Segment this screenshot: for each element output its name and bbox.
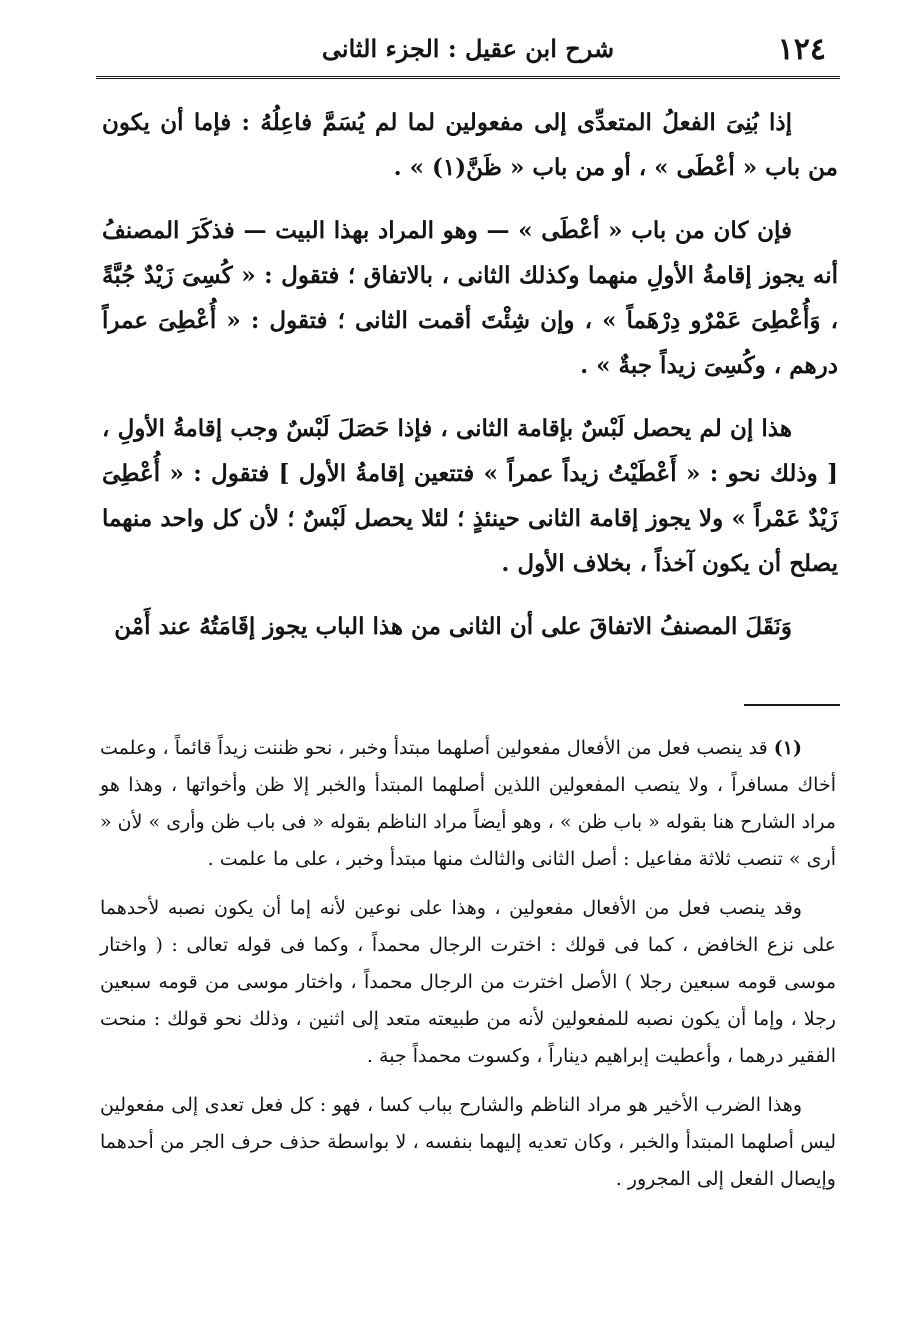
footnote-paragraph — [100, 730, 836, 878]
footnote-paragraph — [100, 1087, 836, 1198]
main-paragraph: وَنَقَلَ المصنفُ الاتفاقَ على أن الثانى من هذا الباب يجوز إقَامَتُهُ عند أَمْن — [114, 613, 792, 640]
footnotes — [100, 730, 836, 1210]
footnote-separator — [744, 704, 840, 706]
footnote-paragraph — [100, 890, 836, 1075]
page-number: ١٢٤ — [777, 32, 826, 67]
main-paragraph: إذا بُنِىَ الفعلُ المتعدِّى إلى مفعولين لما لم يُسَمَّ فاعِلُهُ : فإما أن يكون من باب « أعْطَى » ، أو من باب « ظَنَّ(١) » . — [102, 109, 838, 181]
running-title: شرح ابن عقيل : الجزء الثانى — [321, 34, 615, 63]
header-divider — [96, 76, 840, 79]
book-page — [96, 0, 840, 1344]
footnote-text: وهذا الضرب الأخير هو مراد الناظم والشارح بباب كسا ، فهو : كل فعل تعدى إلى مفعولين ليس أصلهما المبتدأ والخبر ، وكان تعديه إليهما بنفسه ، لا بواسطة حذف حرف الجر من أحدهما وإيصال الفعل إلى المجرور . — [100, 1094, 836, 1190]
page-header — [96, 22, 840, 72]
main-paragraph: فإن كان من باب « أعْطَى » — وهو المراد بهذا البيت — فذكَرَ المصنفُ أنه يجوز إقامةُ الأولِ منهما وكذلك الثانى ، بالاتفاق ؛ فتقول : « كُسِىَ زَيْدٌ جُبَّةً ، وَأُعْطِىَ عَمْرٌو دِرْهَماً » ، وإن شِئْتَ أقمت الثانى ؛ فتقول : « أُعْطِىَ عمراً درهم ، وكُسِىَ زيداً جبةٌ » . — [102, 217, 838, 379]
footnote-text: وقد ينصب فعل من الأفعال مفعولين ، وهذا على نوعين لأنه إما أن يكون نصبه لأحدهما على نزع الخافض ، كما فى قولك : اخترت الرجال محمداً ، وكما فى قوله تعالى : ( واختار موسى قومه سبعين رجلا ) الأصل اخترت من الرجال محمداً ، واختار موسى من قومه سبعين رجلا ، وإما أن يكون نصبه للمفعولين لأنه من طبيعته متعد إلى اثنين ، وذلك نحو قولك : منحت الفقير درهما ، وأعطيت إبراهيم ديناراً ، وكسوت محمداً جبة . — [100, 897, 836, 1067]
footnote-text: قد ينصب فعل من الأفعال مفعولين أصلهما مبتدأ وخبر ، نحو ظننت زيداً قائماً ، وعلمت أخاك مسافراً ، ولا ينصب المفعولين اللذين أصلهما المبتدأ والخبر إلا ظن وأخواتها ، وهذا هو مراد الشارح هنا بقوله « باب ظن » ، وهو أيضاً مراد الناظم بقوله « فى باب ظن وأرى » لأن « أرى » تنصب ثلاثة مفاعيل : أصل الثانى والثالث منها مبتدأ وخبر ، على ما علمت . — [100, 737, 836, 870]
main-text — [102, 100, 838, 667]
footnote-marker: (١) — [773, 737, 802, 759]
main-paragraph: هذا إن لم يحصل لَبْسٌ بإقامة الثانى ، فإذا حَصَلَ لَبْسٌ وجب إقامةُ الأولِ ، [ وذلك نحو : « أَعْطَيْتُ زيداً عمراً » فتتعين إقامةُ الأول ] فتقول : « أُعْطِىَ زَيْدٌ عَمْراً » ولا يجوز إقامة الثانى حينئذٍ ؛ لئلا يحصل لَبْسٌ ؛ لأن كل واحد منهما يصلح أن يكون آخذاً ، بخلاف الأول . — [102, 415, 838, 577]
